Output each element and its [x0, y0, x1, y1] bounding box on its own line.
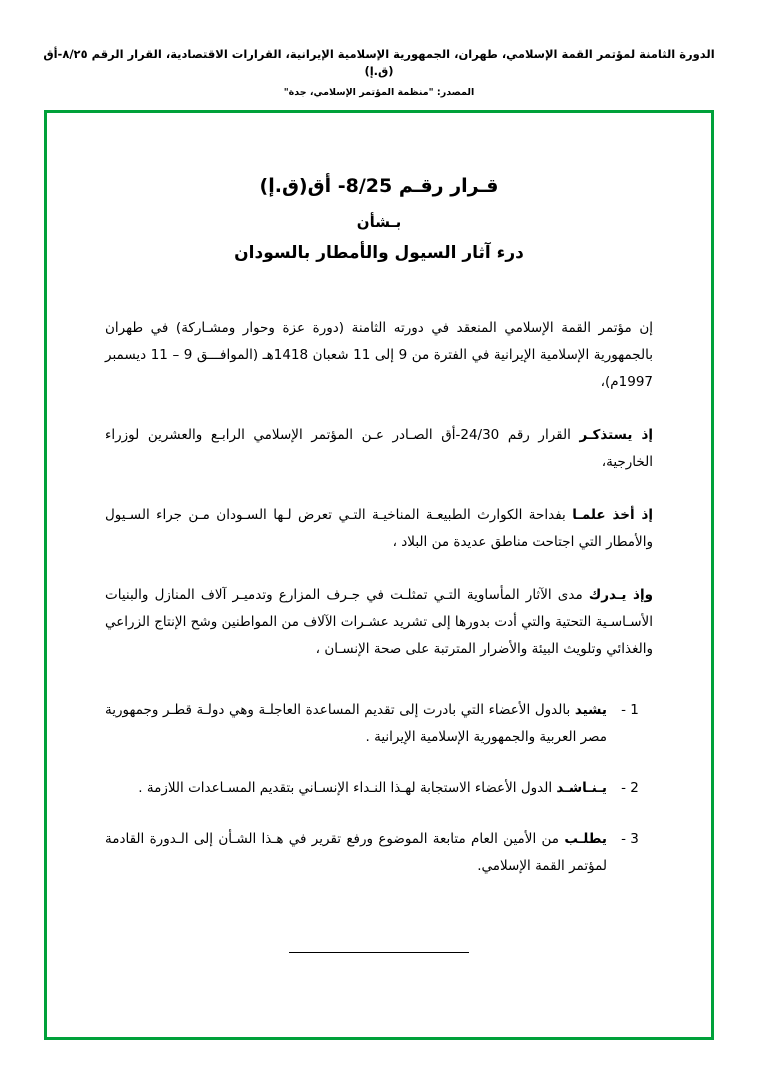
resolution-number-title: قـرار رقـم 8/25- أق(ق.إ) [259, 175, 499, 197]
document-header [0, 46, 758, 98]
preambular-clause-2 [105, 502, 653, 556]
header-citation-line: الدورة الثامنة لمؤتمر القمة الإسلامي، طهران، الجمهورية الإسلامية الإيرانية، القرارات الاقتصادية، القرار الرقم ٨/٢٥-أق (ق.إ) [43, 47, 715, 79]
resolution-subject-label: بـشأن [356, 213, 402, 232]
title-block [105, 171, 653, 263]
preambular-clause-3-lead: وإذ يـدرك [588, 587, 654, 604]
preambular-clause-2-text: بفداحة الكوارث الطبيعـة المناخيـة التـي تعرض لـها السـودان مـن جراء السـيول والأمطار التي اجتاحت مناطق عديدة من البلاد ، [105, 507, 653, 551]
preambular-clause-1-text: القرار رقم 24/30-أق الصـادر عـن المؤتمر الإسلامي الرابـع والعشرين لوزراء الخارجية، [105, 427, 653, 471]
clause-2-text: الدول الأعضاء الاستجابة لهـذا النـداء الإنسـاني بتقديم المسـاعدات اللازمة . [138, 780, 557, 797]
clause-2-lead: يـنـاشـد [556, 780, 607, 797]
clause-number-2: 2 - [621, 780, 639, 797]
operative-clause-list [105, 697, 653, 880]
list-item [105, 697, 653, 751]
list-item [105, 826, 653, 880]
clause-number-1: 1 - [621, 702, 639, 719]
preambular-clause-3 [105, 582, 653, 663]
list-item [105, 775, 653, 802]
end-of-document-rule-wrapper [105, 938, 653, 957]
clause-1-lead: يشيد [574, 702, 607, 719]
resolution-topic: درء آثار السيول والأمطار بالسودان [234, 243, 524, 264]
clause-number-3: 3 - [621, 831, 639, 848]
clause-1-text: بالدول الأعضاء التي بادرت إلى تقديم المساعدة العاجلـة وهي دولـة قطـر وجمهورية مصر العربية والجمهورية الإسلامية الإيرانية . [105, 702, 607, 746]
preambular-clause-1-lead: إذ يستذكـر [579, 427, 654, 444]
clause-3-lead: يطلـب [564, 831, 607, 848]
clause-3-text: من الأمين العام متابعة الموضوع ورفع تقرير في هـذا الشـأن إلى الـدورة القادمة لمؤتمر القمة الإسلامي. [105, 831, 607, 875]
preambular-clause-2-lead: إذ أخذ علمـا [572, 507, 653, 524]
document-body [47, 113, 711, 1037]
green-border-frame [44, 110, 714, 1040]
preamble-paragraph: إن مؤتمر القمة الإسلامي المنعقد في دورته الثامنة (دورة عزة وحوار ومشـاركة) في طهران بالجمهورية الإسلامية الإيرانية في الفترة من 9 إلى 11 شعبان 1418هـ (الموافـــق 9 – 11 ديسمبر 1997م)، [105, 320, 653, 391]
clause-body-3 [105, 826, 607, 880]
horizontal-divider [289, 952, 469, 953]
header-source-line: المصدر: "منظمة المؤتمر الإسلامي، جدة" [283, 86, 475, 98]
clause-body-1 [105, 697, 607, 751]
clause-body-2 [105, 775, 607, 802]
preambular-clause-3-text: مدى الآثار المأساوية التـي تمثلـت في جـرف المزارع وتدميـر آلاف المنازل والبنيات الأسـاسـية التحتية والتي أدت بدورها إلى تشريد عشـرات الآلاف من المواطنين وشح الإنتاج الزراعي والغذائي وتلويث البيئة والأضرار المترتبة على صحة الإنسـان ، [105, 587, 653, 658]
preambular-clause-1 [105, 422, 653, 476]
